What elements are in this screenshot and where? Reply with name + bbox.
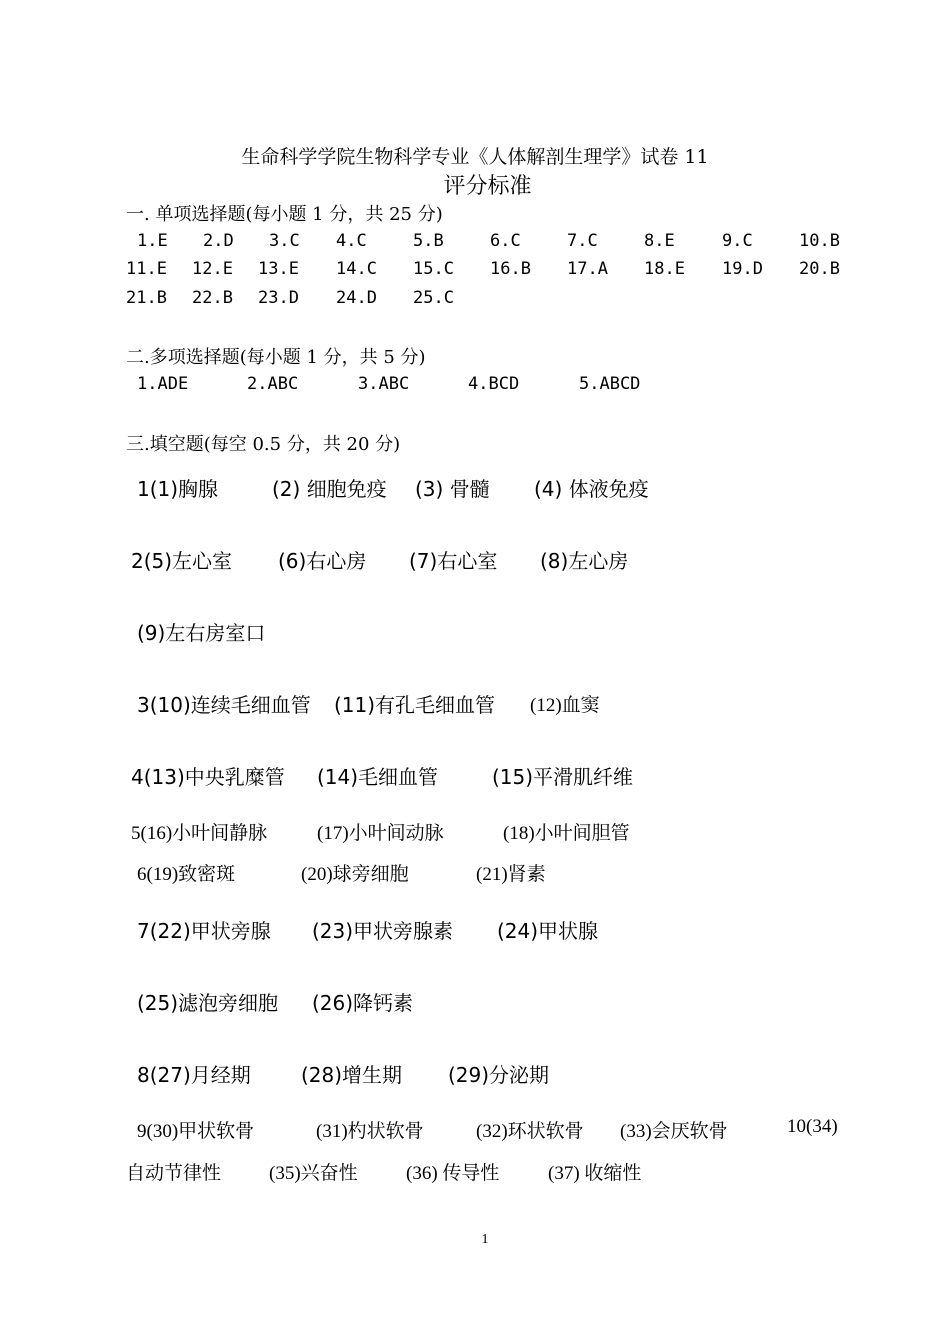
fill-item: (24)甲状腺 — [497, 919, 599, 943]
answer-item: 17.A — [567, 259, 608, 279]
answer-item: 25.C — [413, 288, 454, 308]
fill-item: 9(30)甲状软骨 — [137, 1121, 255, 1142]
fill-item: (23)甲状旁腺素 — [312, 919, 454, 943]
answer-item: 18.E — [644, 259, 685, 279]
answer-item: 4.BCD — [468, 374, 520, 394]
fill-item: 自动节律性 — [126, 1163, 222, 1184]
section1-heading: 一. 单项选择题(每小题 1 分，共 25 分) — [126, 204, 443, 225]
fill-item: 2(5)左心室 — [131, 549, 233, 573]
fill-item: (3) 骨髓 — [415, 477, 490, 501]
section2-heading: 二.多项选择题(每小题 1 分，共 5 分) — [126, 347, 426, 368]
fill-item: (2) 细胞免疫 — [272, 477, 387, 501]
answer-item: 7.C — [567, 231, 598, 251]
fill-item: (15)平滑肌纤维 — [492, 765, 634, 789]
answer-item: 16.B — [490, 259, 531, 279]
answer-item: 21.B — [126, 288, 167, 308]
fill-item: (4) 体液免疫 — [534, 477, 649, 501]
fill-item: (7)右心室 — [409, 549, 498, 573]
fill-item: (28)增生期 — [301, 1063, 403, 1087]
answer-item: 13.E — [258, 259, 299, 279]
fill-item: (29)分泌期 — [448, 1063, 550, 1087]
fill-item: 5(16)小叶间静脉 — [131, 823, 268, 844]
answer-item: 4.C — [336, 231, 367, 251]
answer-item: 22.B — [192, 288, 233, 308]
document-subtitle: 评分标准 — [443, 174, 532, 199]
answer-item: 8.E — [644, 231, 675, 251]
fill-item: (25)滤泡旁细胞 — [137, 991, 279, 1015]
answer-item: 20.B — [799, 259, 840, 279]
fill-item: (37) 收缩性 — [548, 1163, 642, 1184]
answer-item: 1.E — [137, 231, 168, 251]
answer-item: 15.C — [413, 259, 454, 279]
fill-item: 3(10)连续毛细血管 — [137, 693, 311, 717]
answer-item: 5.ABCD — [579, 374, 641, 394]
fill-item: 8(27)月经期 — [137, 1063, 251, 1087]
fill-item: 6(19)致密斑 — [137, 864, 236, 885]
fill-item: 4(13)中央乳糜管 — [131, 765, 285, 789]
answer-item: 2.D — [203, 231, 234, 251]
fill-item: (8)左心房 — [540, 549, 629, 573]
answer-item: 6.C — [490, 231, 521, 251]
answer-item: 5.B — [413, 231, 444, 251]
fill-item: (11)有孔毛细血管 — [334, 693, 496, 717]
answer-item: 23.D — [258, 288, 299, 308]
answer-item: 14.C — [336, 259, 377, 279]
fill-item: 10(34) — [787, 1116, 838, 1137]
answer-item: 24.D — [336, 288, 377, 308]
fill-item: 7(22)甲状旁腺 — [137, 919, 271, 943]
fill-item: (17)小叶间动脉 — [317, 823, 444, 844]
page-number: 1 — [481, 1232, 489, 1247]
fill-item: (6)右心房 — [278, 549, 367, 573]
answer-item: 3.C — [269, 231, 300, 251]
fill-item: (21)肾素 — [476, 864, 546, 885]
answer-item: 9.C — [722, 231, 753, 251]
fill-item: (32)环状软骨 — [476, 1121, 584, 1142]
fill-item: (36) 传导性 — [406, 1163, 500, 1184]
fill-item: (18)小叶间胆管 — [503, 823, 630, 844]
fill-item: (12)血窦 — [530, 695, 600, 716]
answer-item: 10.B — [799, 231, 840, 251]
document-title: 生命科学学院生物科学专业《人体解剖生理学》试卷 11 — [241, 146, 709, 168]
answer-item: 1.ADE — [137, 374, 189, 394]
answer-item: 12.E — [192, 259, 233, 279]
fill-item: (31)杓状软骨 — [316, 1121, 424, 1142]
fill-item: 1(1)胸腺 — [137, 477, 219, 501]
answer-item: 3.ABC — [358, 374, 410, 394]
fill-item: (20)球旁细胞 — [301, 864, 409, 885]
answer-item: 11.E — [126, 259, 167, 279]
fill-item: (14)毛细血管 — [317, 765, 439, 789]
answer-item: 2.ABC — [247, 374, 299, 394]
answer-item: 19.D — [722, 259, 763, 279]
section3-heading: 三.填空题(每空 0.5 分，共 20 分) — [126, 434, 401, 455]
fill-item: (26)降钙素 — [312, 991, 414, 1015]
fill-item: (33)会厌软骨 — [620, 1121, 728, 1142]
fill-item: (9)左右房室口 — [137, 621, 266, 645]
fill-item: (35)兴奋性 — [269, 1163, 358, 1184]
